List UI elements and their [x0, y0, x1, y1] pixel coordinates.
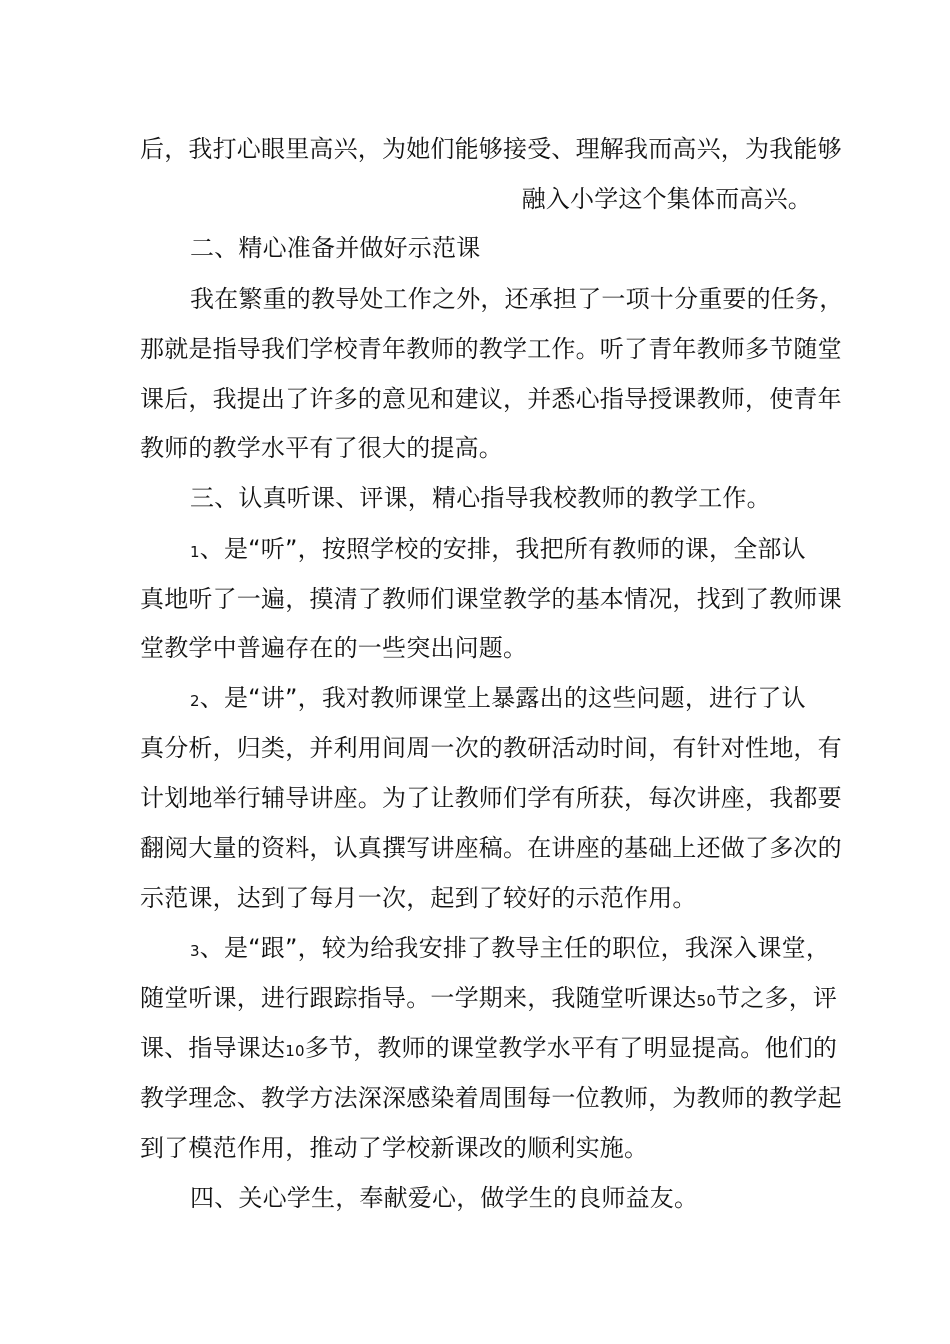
text-segment: 课、指导课达 — [140, 1034, 286, 1062]
text-line: 教师的教学水平有了很大的提高。 — [140, 434, 503, 462]
text-line: 课后，我提出了许多的意见和建议，并悉心指导授课教师，使青年 — [140, 385, 842, 413]
section-heading: 二、精心准备并做好示范课 — [190, 234, 481, 262]
text-line: 堂教学中普遍存在的一些突出问题。 — [140, 634, 528, 662]
text-segment: 节之多，评 — [716, 984, 838, 1012]
text-line: 到了模范作用，推动了学校新课改的顺利实施。 — [140, 1134, 649, 1162]
text-line: 真地听了一遍，摸清了教师们课堂教学的基本情况，找到了教师课 — [140, 585, 842, 613]
text-line: 融入小学这个集体而高兴。 — [521, 185, 812, 213]
inline-number: 10 — [285, 1042, 305, 1060]
item-number: 1 — [190, 543, 200, 561]
section-heading: 四、关心学生，奉献爱心，做学生的良师益友。 — [190, 1184, 699, 1212]
list-item-line — [190, 534, 806, 567]
text-line: 真分析，归类，并利用间周一次的教研活动时间，有针对性地，有 — [140, 734, 842, 762]
text-line: 那就是指导我们学校青年教师的教学工作。听了青年教师多节随堂 — [140, 335, 842, 363]
text-segment: 随堂听课，进行跟踪指导。一学期来，我随堂听课达 — [140, 984, 697, 1012]
text-line: 我在繁重的教导处工作之外，还承担了一项十分重要的任务， — [190, 285, 844, 313]
text-line: 示范课，达到了每月一次，起到了较好的示范作用。 — [140, 884, 697, 912]
item-text: 、是“讲”，我对教师课堂上暴露出的这些问题，进行了认 — [199, 684, 806, 712]
section-heading: 三、认真听课、评课，精心指导我校教师的教学工作。 — [190, 484, 771, 512]
text-line: 计划地举行辅导讲座。为了让教师们学有所获，每次讲座，我都要 — [140, 784, 842, 812]
text-line: 翻阅大量的资料，认真撰写讲座稿。在讲座的基础上还做了多次的 — [140, 834, 842, 862]
text-line — [140, 1033, 837, 1066]
item-number: 2 — [190, 692, 200, 710]
inline-number: 50 — [696, 992, 717, 1010]
item-number: 3 — [190, 942, 200, 960]
list-item-line — [190, 933, 830, 966]
text-line: 后，我打心眼里高兴，为她们能够接受、理解我而高兴，为我能够 — [140, 135, 842, 163]
list-item-line — [190, 683, 806, 716]
item-text: 、是“跟”，较为给我安排了教导主任的职位，我深入课堂， — [199, 934, 831, 962]
item-text: 、是“听”，按照学校的安排，我把所有教师的课，全部认 — [199, 535, 806, 563]
text-line: 教学理念、教学方法深深感染着周围每一位教师，为教师的教学起 — [140, 1084, 842, 1112]
text-line — [140, 983, 837, 1016]
text-segment: 多节，教师的课堂教学水平有了明显提高。他们的 — [304, 1034, 838, 1062]
